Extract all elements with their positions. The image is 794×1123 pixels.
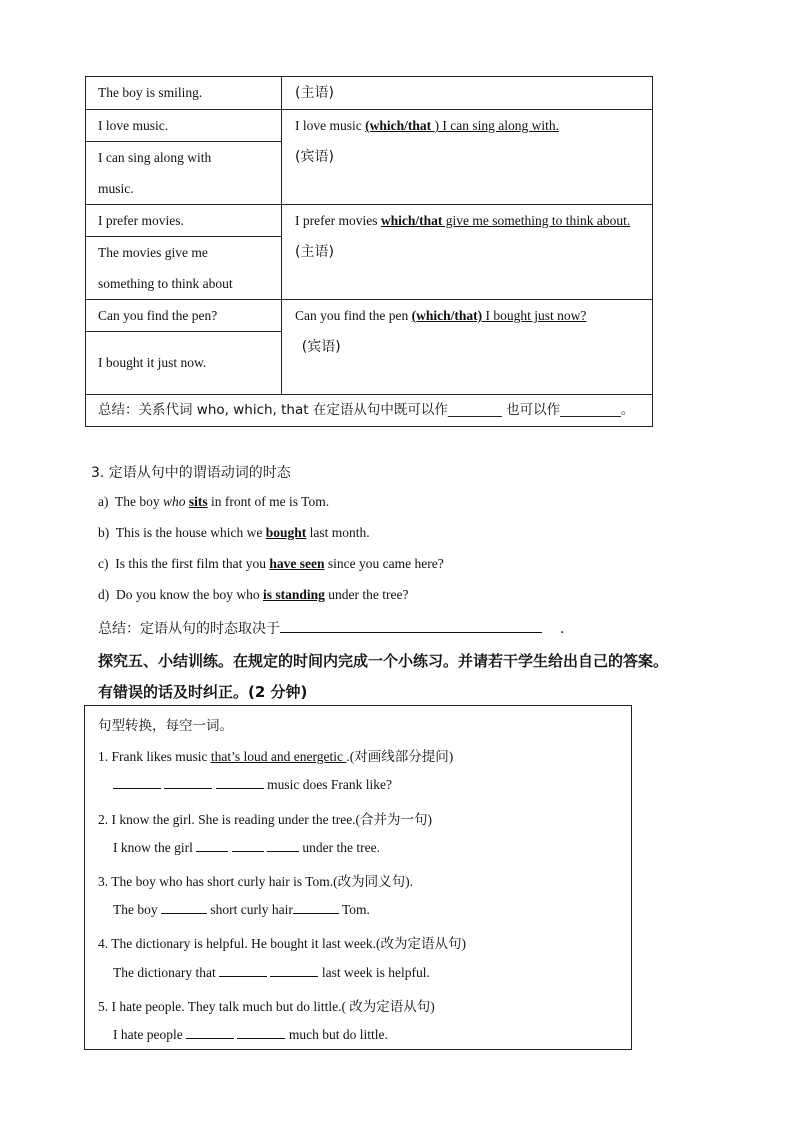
answer-blank[interactable] — [186, 1026, 234, 1039]
answer-blank[interactable] — [219, 964, 267, 977]
table-summary: 总结：关系代词 who, which, that 在定语从句中既可以作________ 也可以作_________。 — [86, 395, 653, 427]
table-row — [86, 77, 653, 110]
answer-1: music does Frank like? — [113, 776, 392, 793]
answer-blank[interactable] — [164, 776, 212, 789]
simple-sentence: Can you find the pen? — [86, 300, 282, 332]
section-5-heading: 探究五、小结训练。在规定的时间内完成一个小练习。并请若干学生给出自己的答案。 — [98, 652, 669, 670]
question-4: 4. The dictionary is helpful. He bought it last week.(改为定语从句) — [98, 936, 466, 951]
answer-blank[interactable] — [216, 776, 264, 789]
question-2: 2. I know the girl. She is reading under the tree.(合并为一句) — [98, 812, 433, 827]
question-5: 5. I hate people. They talk much but do little.( 改为定语从句) — [98, 999, 435, 1014]
simple-sentence: I bought it just now. — [86, 332, 282, 395]
table-row — [86, 395, 653, 427]
list-item: c) Is this the first film that you have seen since you came here? — [98, 556, 444, 571]
list-item: d) Do you know the boy who is standing under the tree? — [98, 587, 409, 602]
answer-blank[interactable] — [270, 964, 318, 977]
simple-sentence: The movies give me something to think about — [86, 237, 282, 300]
table-row — [86, 110, 653, 142]
answer-blank[interactable] — [113, 776, 161, 789]
table-row — [86, 205, 653, 237]
answer-blank[interactable] — [232, 839, 264, 852]
simple-sentence: I can sing along with music. — [86, 142, 282, 205]
answer-5: I hate people much but do little. — [113, 1027, 388, 1042]
section-3-title: 3. 定语从句中的谓语动词的时态 — [91, 465, 291, 481]
combined-sentence: I prefer movies which/that give me something to think about. (主语) — [282, 205, 653, 300]
answer-2: I know the girl under the tree. — [113, 840, 380, 855]
exercise-title: 句型转换，每空一词。 — [98, 718, 233, 734]
combined-sentence: Can you find the pen (which/that) I bought just now? (宾语) — [282, 300, 653, 395]
section-3-summary: 总结：定语从句的时态取决于 . — [98, 621, 565, 637]
answer-blank[interactable] — [161, 901, 207, 914]
combined-sentence: I love music (which/that ) I can sing along with. (宾语) — [282, 110, 653, 205]
answer-blank — [280, 620, 542, 633]
simple-sentence: I love music. — [86, 110, 282, 142]
simple-sentence: The boy is smiling. — [86, 77, 282, 110]
exercise-box — [84, 705, 632, 1050]
table-row — [86, 300, 653, 332]
answer-blank[interactable] — [237, 1026, 285, 1039]
list-item: a) The boy who sits in front of me is Tom. — [98, 494, 330, 509]
combined-sentence: (主语) — [282, 77, 653, 110]
question-3: 3. The boy who has short curly hair is Tom.(改为同义句). — [98, 874, 414, 889]
relative-clause-table — [85, 76, 653, 427]
section-5-heading-cont: 有错误的话及时纠正。(2 分钟) — [98, 683, 308, 701]
answer-blank[interactable] — [293, 901, 339, 914]
answer-4: The dictionary that last week is helpful. — [113, 965, 430, 980]
list-item: b) This is the house which we bought last month. — [98, 525, 370, 540]
answer-blank[interactable] — [267, 839, 299, 852]
answer-blank[interactable] — [196, 839, 228, 852]
answer-3: The boy short curly hair Tom. — [113, 902, 370, 917]
simple-sentence: I prefer movies. — [86, 205, 282, 237]
question-1: 1. Frank likes music that’s loud and energetic .(对画线部分提问) — [98, 749, 454, 764]
